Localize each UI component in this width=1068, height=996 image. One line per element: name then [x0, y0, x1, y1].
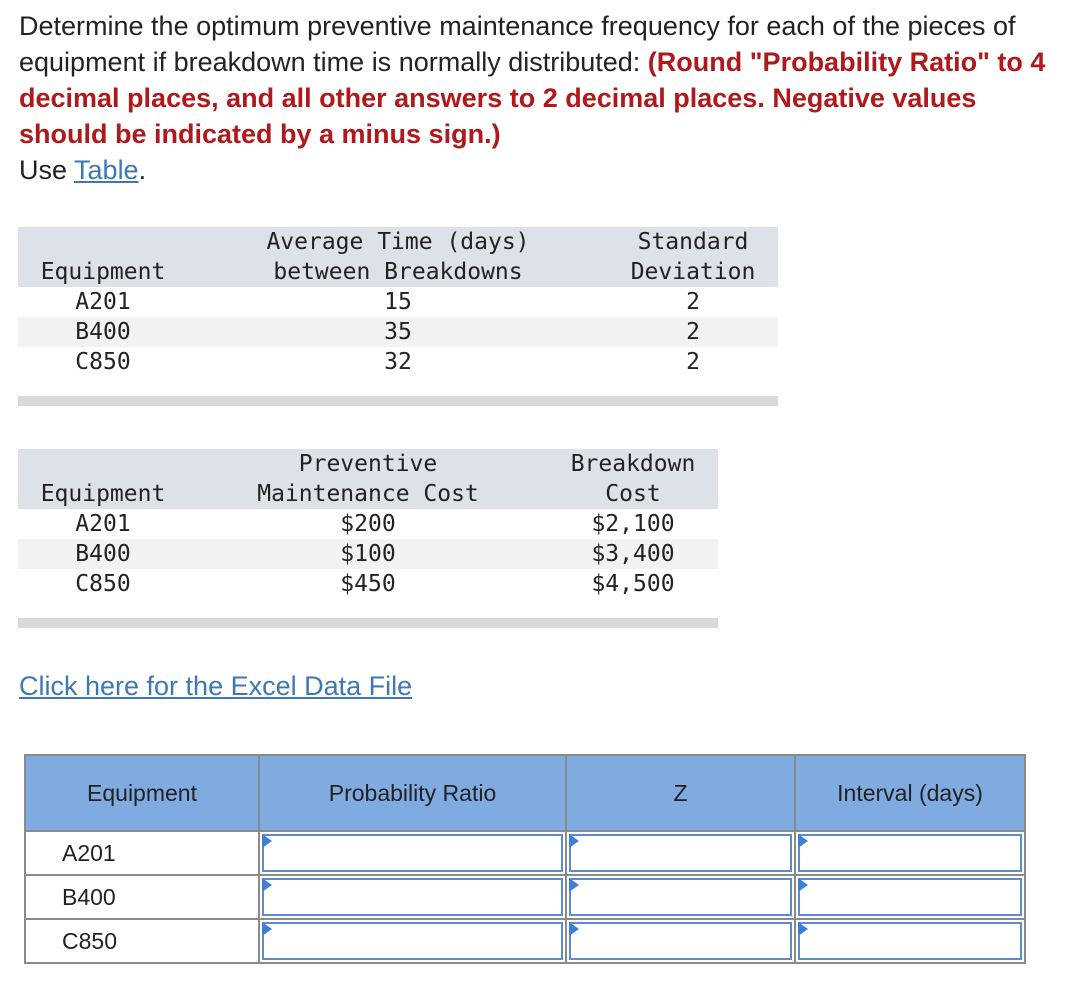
bd-cost-cell: $2,100	[591, 511, 675, 537]
header-pm-line1: Preventive	[188, 449, 548, 479]
table-row	[18, 347, 778, 377]
header-interval: Interval (days)	[795, 755, 1025, 831]
use-prefix: Use	[19, 155, 75, 185]
equipment-label: C850	[25, 919, 259, 963]
equipment-label: A201	[25, 831, 259, 875]
header-avg-line1: Average Time (days)	[188, 227, 608, 257]
table-row	[18, 287, 778, 317]
input-marker-icon	[798, 834, 808, 848]
bd-cost-cell: $4,500	[591, 571, 675, 597]
interval-input[interactable]	[795, 831, 1025, 875]
table-link[interactable]: Table	[74, 155, 139, 185]
input-marker-icon	[262, 878, 272, 892]
table-row	[18, 317, 778, 347]
answer-row	[25, 919, 1025, 963]
probability-ratio-input[interactable]	[259, 919, 566, 963]
use-suffix: .	[138, 155, 147, 185]
equipment-cell: C850	[75, 349, 131, 375]
input-marker-icon	[569, 834, 579, 848]
table-row	[18, 509, 718, 539]
interval-input[interactable]	[795, 919, 1025, 963]
pm-cost-cell: $100	[188, 539, 548, 569]
header-avg-line2: between Breakdowns	[188, 257, 608, 287]
interval-input[interactable]	[795, 875, 1025, 919]
table-footer-bar	[18, 618, 718, 628]
z-input[interactable]	[566, 831, 795, 875]
equipment-label: B400	[25, 875, 259, 919]
header-sd-line2: Deviation	[608, 257, 778, 287]
equipment-cell: C850	[75, 571, 131, 597]
pm-cost-cell: $200	[340, 511, 396, 537]
avg-cell: 15	[384, 289, 412, 315]
pm-cost-cell: $450	[340, 571, 396, 597]
header-spacer	[18, 449, 188, 479]
input-box[interactable]	[569, 834, 792, 872]
question-line: Determine the optimum preventive maintenance frequency for each of the pieces of equipment if breakdown time is normally distributed:	[19, 11, 1016, 77]
input-box[interactable]	[569, 922, 792, 960]
input-box[interactable]	[798, 834, 1022, 872]
equipment-cell: A201	[75, 511, 131, 537]
header-equipment: Equipment	[18, 479, 188, 509]
input-marker-icon	[569, 922, 579, 936]
rounding-instructions: (Round "Probability Ratio" to 4 decimal places, and all other answers to 2 decimal places. Negative values should be indicated by a minus sign.)	[19, 47, 1046, 149]
input-box[interactable]	[262, 878, 563, 916]
input-box[interactable]	[262, 922, 563, 960]
table-row	[18, 539, 718, 569]
answer-row	[25, 875, 1025, 919]
table-gap	[18, 377, 778, 396]
answer-table	[24, 754, 1026, 964]
header-sd-line1: Standard	[608, 227, 778, 257]
header-equipment: Equipment	[18, 257, 188, 287]
sd-cell: 2	[686, 349, 700, 375]
input-box[interactable]	[262, 834, 563, 872]
breakdown-time-table	[18, 227, 778, 406]
avg-cell: 32	[384, 349, 412, 375]
input-marker-icon	[262, 922, 272, 936]
header-pm-line2: Maintenance Cost	[188, 479, 548, 509]
input-box[interactable]	[569, 878, 792, 916]
table-gap	[18, 599, 718, 618]
table-footer-bar	[18, 396, 778, 406]
sd-cell: 2	[608, 317, 778, 347]
sd-cell: 2	[686, 289, 700, 315]
probability-ratio-input[interactable]	[259, 875, 566, 919]
equipment-cell: A201	[75, 289, 131, 315]
equipment-cell: B400	[18, 539, 188, 569]
equipment-cell: B400	[18, 317, 188, 347]
input-marker-icon	[798, 922, 808, 936]
cost-table	[18, 449, 718, 628]
input-box[interactable]	[798, 922, 1022, 960]
header-spacer	[18, 227, 188, 257]
header-equipment: Equipment	[25, 755, 259, 831]
input-marker-icon	[262, 834, 272, 848]
input-marker-icon	[569, 878, 579, 892]
bd-cost-cell: $3,400	[548, 539, 718, 569]
header-bd-line1: Breakdown	[548, 449, 718, 479]
question-text	[19, 8, 1059, 188]
header-bd-line2: Cost	[548, 479, 718, 509]
input-marker-icon	[798, 878, 808, 892]
table-row	[18, 569, 718, 599]
header-z: Z	[566, 755, 795, 831]
avg-cell: 35	[188, 317, 608, 347]
z-input[interactable]	[566, 919, 795, 963]
header-probability-ratio: Probability Ratio	[259, 755, 566, 831]
z-input[interactable]	[566, 875, 795, 919]
excel-data-file-link[interactable]: Click here for the Excel Data File	[19, 671, 413, 701]
probability-ratio-input[interactable]	[259, 831, 566, 875]
answer-row	[25, 831, 1025, 875]
input-box[interactable]	[798, 878, 1022, 916]
